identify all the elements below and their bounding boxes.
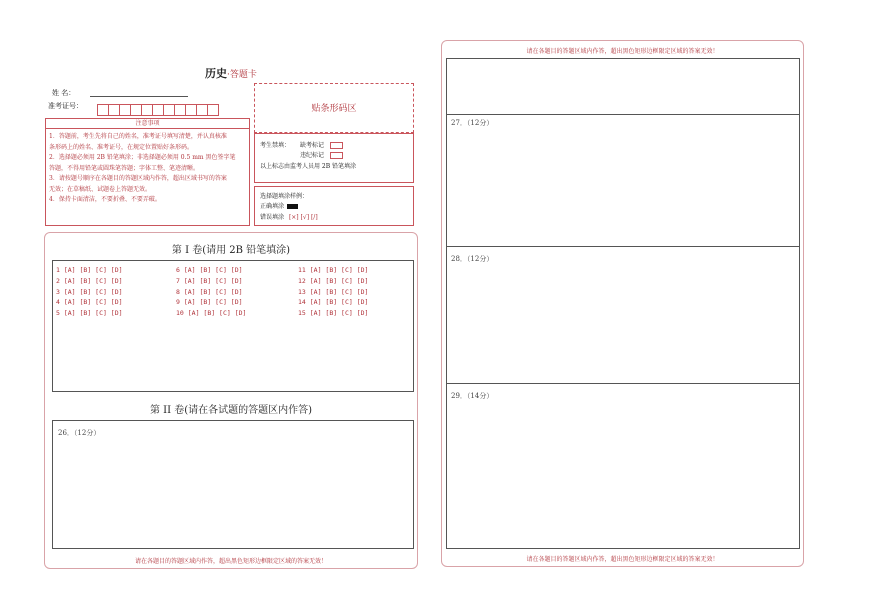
mcq-row[interactable]: 5 [A] [B] [C] [D] xyxy=(56,309,123,318)
mcq-row[interactable]: 10 [A] [B] [C] [D] xyxy=(176,309,247,318)
notice-line: 4．保持卡面清洁，不要折叠、不要弄破。 xyxy=(49,196,161,203)
mcq-row[interactable]: 8 [A] [B] [C] [D] xyxy=(176,287,243,296)
absent-mark-box[interactable] xyxy=(330,142,343,149)
wrong-fill: 错误填涂 [×] [√] [/] xyxy=(260,214,318,221)
mcq-row[interactable]: 1 [A] [B] [C] [D] xyxy=(56,266,123,274)
notice-line: 2．选择题必须用 2B 铅笔填涂；非选择题必须用 0.5 mm 黑色签字笔 xyxy=(49,154,236,161)
correct-fill: 正确填涂 xyxy=(260,201,298,210)
mcq-row[interactable]: 15 [A] [B] [C] [D] xyxy=(298,309,369,318)
mcq-row[interactable]: 13 [A] [B] [C] [D] xyxy=(298,287,369,296)
exam-id-label: 准考证号： xyxy=(48,102,83,110)
question-27-label: 27．（12分） xyxy=(451,119,494,127)
mcq-row[interactable]: 6 [A] [B] [C] [D] xyxy=(176,266,243,274)
violation-mark[interactable]: 违纪标记 xyxy=(300,150,343,159)
mcq-row[interactable]: 7 [A] [B] [C] [D] xyxy=(176,276,243,285)
mcq-row[interactable]: 4 [A] [B] [C] [D] xyxy=(56,298,123,307)
marks-note: 以上标志由监考人员用 2B 铅笔填涂 xyxy=(260,163,357,170)
mcq-row[interactable]: 11 [A] [B] [C] [D] xyxy=(298,266,369,274)
mcq-row[interactable]: 3 [A] [B] [C] [D] xyxy=(56,287,123,296)
answer-area-26[interactable] xyxy=(52,420,414,549)
notice-line: 无效；在草稿纸、试题卷上答题无效。 xyxy=(49,185,152,193)
notice-line: 答题，不得用铅笔或圆珠笔答题；字体工整、笔迹清晰。 xyxy=(49,164,200,172)
question-28-label: 28．（12分） xyxy=(451,255,494,263)
mcq-row[interactable]: 14 [A] [B] [C] [D] xyxy=(298,298,369,307)
notice-list xyxy=(49,132,249,206)
left-warning: 请在各题目的答题区域内作答，超出黑色矩形边框限定区域的答案无效！ xyxy=(134,558,327,565)
absent-mark[interactable]: 缺考标记 xyxy=(300,140,343,149)
correct-fill-mark xyxy=(287,204,298,209)
part2-title: 第 II 卷(请在各试题的答题区内作答) xyxy=(149,405,313,416)
mcq-col-1 xyxy=(56,265,123,319)
barcode-label: 贴条形码区 xyxy=(311,104,357,114)
id-cell[interactable] xyxy=(207,104,219,116)
mcq-row[interactable]: 2 [A] [B] [C] [D] xyxy=(56,276,123,285)
answer-area-27[interactable] xyxy=(446,115,800,246)
mcq-col-2 xyxy=(176,265,246,319)
part1-title: 第 I 卷(请用 2B 铅笔填涂) xyxy=(171,245,291,256)
mcq-row[interactable]: 12 [A] [B] [C] [D] xyxy=(298,276,369,285)
name-field[interactable]: 姓 名： xyxy=(52,89,76,97)
right-warning-bottom: 请在各题目的答题区域内作答，超出黑色矩形边框限定区域的答案无效！ xyxy=(526,556,719,563)
violation-mark-box[interactable] xyxy=(330,152,343,159)
fill-sample-title: 选择题填涂样例： xyxy=(260,193,309,200)
card-title: 历史·答题卡 xyxy=(205,67,257,80)
right-warning-top: 请在各题目的答题区域内作答，超出黑色矩形边框限定区域的答案无效！ xyxy=(526,48,719,55)
name-underline xyxy=(90,96,188,97)
mcq-col-3 xyxy=(298,265,368,319)
question-29-label: 29．（14分） xyxy=(451,392,494,400)
question-26-label: 26．（12分） xyxy=(58,429,101,437)
marks-label: 考生禁填： xyxy=(260,142,291,149)
answer-area-29[interactable] xyxy=(446,384,800,549)
wrong-fill-marks: [×] [√] [/] xyxy=(288,214,318,221)
notice-line: 1．答题前，考生先将自己的姓名，准考证号填写清楚，并认真核准 xyxy=(49,133,227,140)
notice-title: 注意事项 xyxy=(45,118,250,129)
answer-area-28[interactable] xyxy=(446,247,800,383)
mcq-row[interactable]: 9 [A] [B] [C] [D] xyxy=(176,298,243,307)
notice-line: 3．请按题号顺序在各题目的答题区域内作答，超出区域书写的答案 xyxy=(49,175,227,182)
notice-line: 条形码上的姓名、准考证号，在规定位置贴好条形码。 xyxy=(49,143,194,151)
